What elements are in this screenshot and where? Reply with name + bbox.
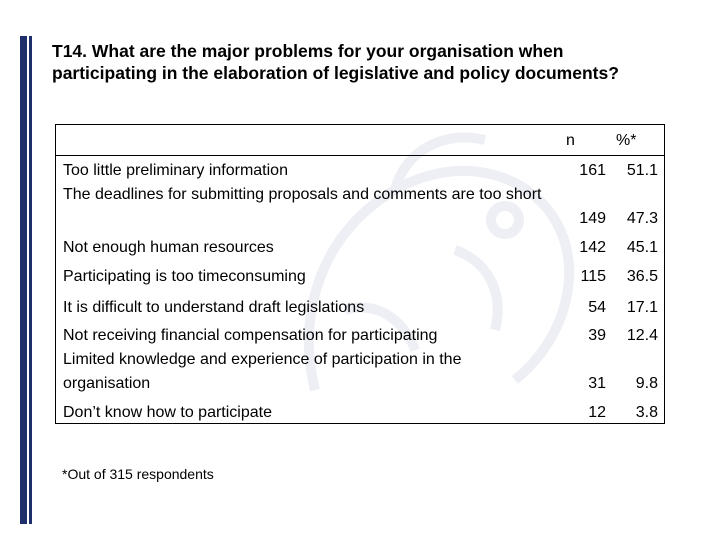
row-percent: 51.1 (626, 162, 658, 179)
row-label: Not receiving financial compensation for participating (63, 327, 438, 344)
row-label: Too little preliminary information (63, 162, 288, 179)
column-header-n: n (566, 132, 575, 149)
footnote: *Out of 315 respondents (62, 466, 214, 482)
row-percent: 47.3 (626, 210, 658, 227)
row-n: 54 (588, 299, 606, 316)
results-table (55, 124, 665, 424)
column-header-percent: %* (616, 132, 637, 149)
row-percent: 12.4 (626, 327, 658, 344)
row-n: 161 (579, 162, 606, 179)
slide-title: T14. What are the major problems for your organisation when participating in the elaboration of legislative and policy documents? (52, 41, 619, 83)
row-label: The deadlines for submitting proposals and comments are too short (63, 186, 542, 203)
row-percent: 45.1 (626, 239, 658, 256)
row-percent: 3.8 (635, 404, 658, 421)
left-accent-bar-thin (29, 36, 32, 524)
header-divider (56, 155, 664, 156)
row-label: Not enough human resources (63, 239, 274, 256)
row-n: 142 (579, 239, 606, 256)
row-n: 31 (588, 375, 606, 392)
row-percent: 17.1 (626, 299, 658, 316)
row-n: 149 (579, 210, 606, 227)
row-label: Limited knowledge and experience of participation in the organisation (63, 351, 462, 392)
row-n: 115 (580, 268, 606, 285)
row-label: Don’t know how to participate (63, 404, 272, 421)
row-label: Participating is too timeconsuming (63, 268, 306, 285)
row-percent: 9.8 (635, 375, 658, 392)
row-label: It is difficult to understand draft legislations (63, 299, 365, 316)
row-n: 39 (588, 327, 606, 344)
row-percent: 36.5 (626, 268, 658, 285)
row-n: 12 (588, 404, 606, 421)
left-accent-bar (20, 36, 27, 524)
